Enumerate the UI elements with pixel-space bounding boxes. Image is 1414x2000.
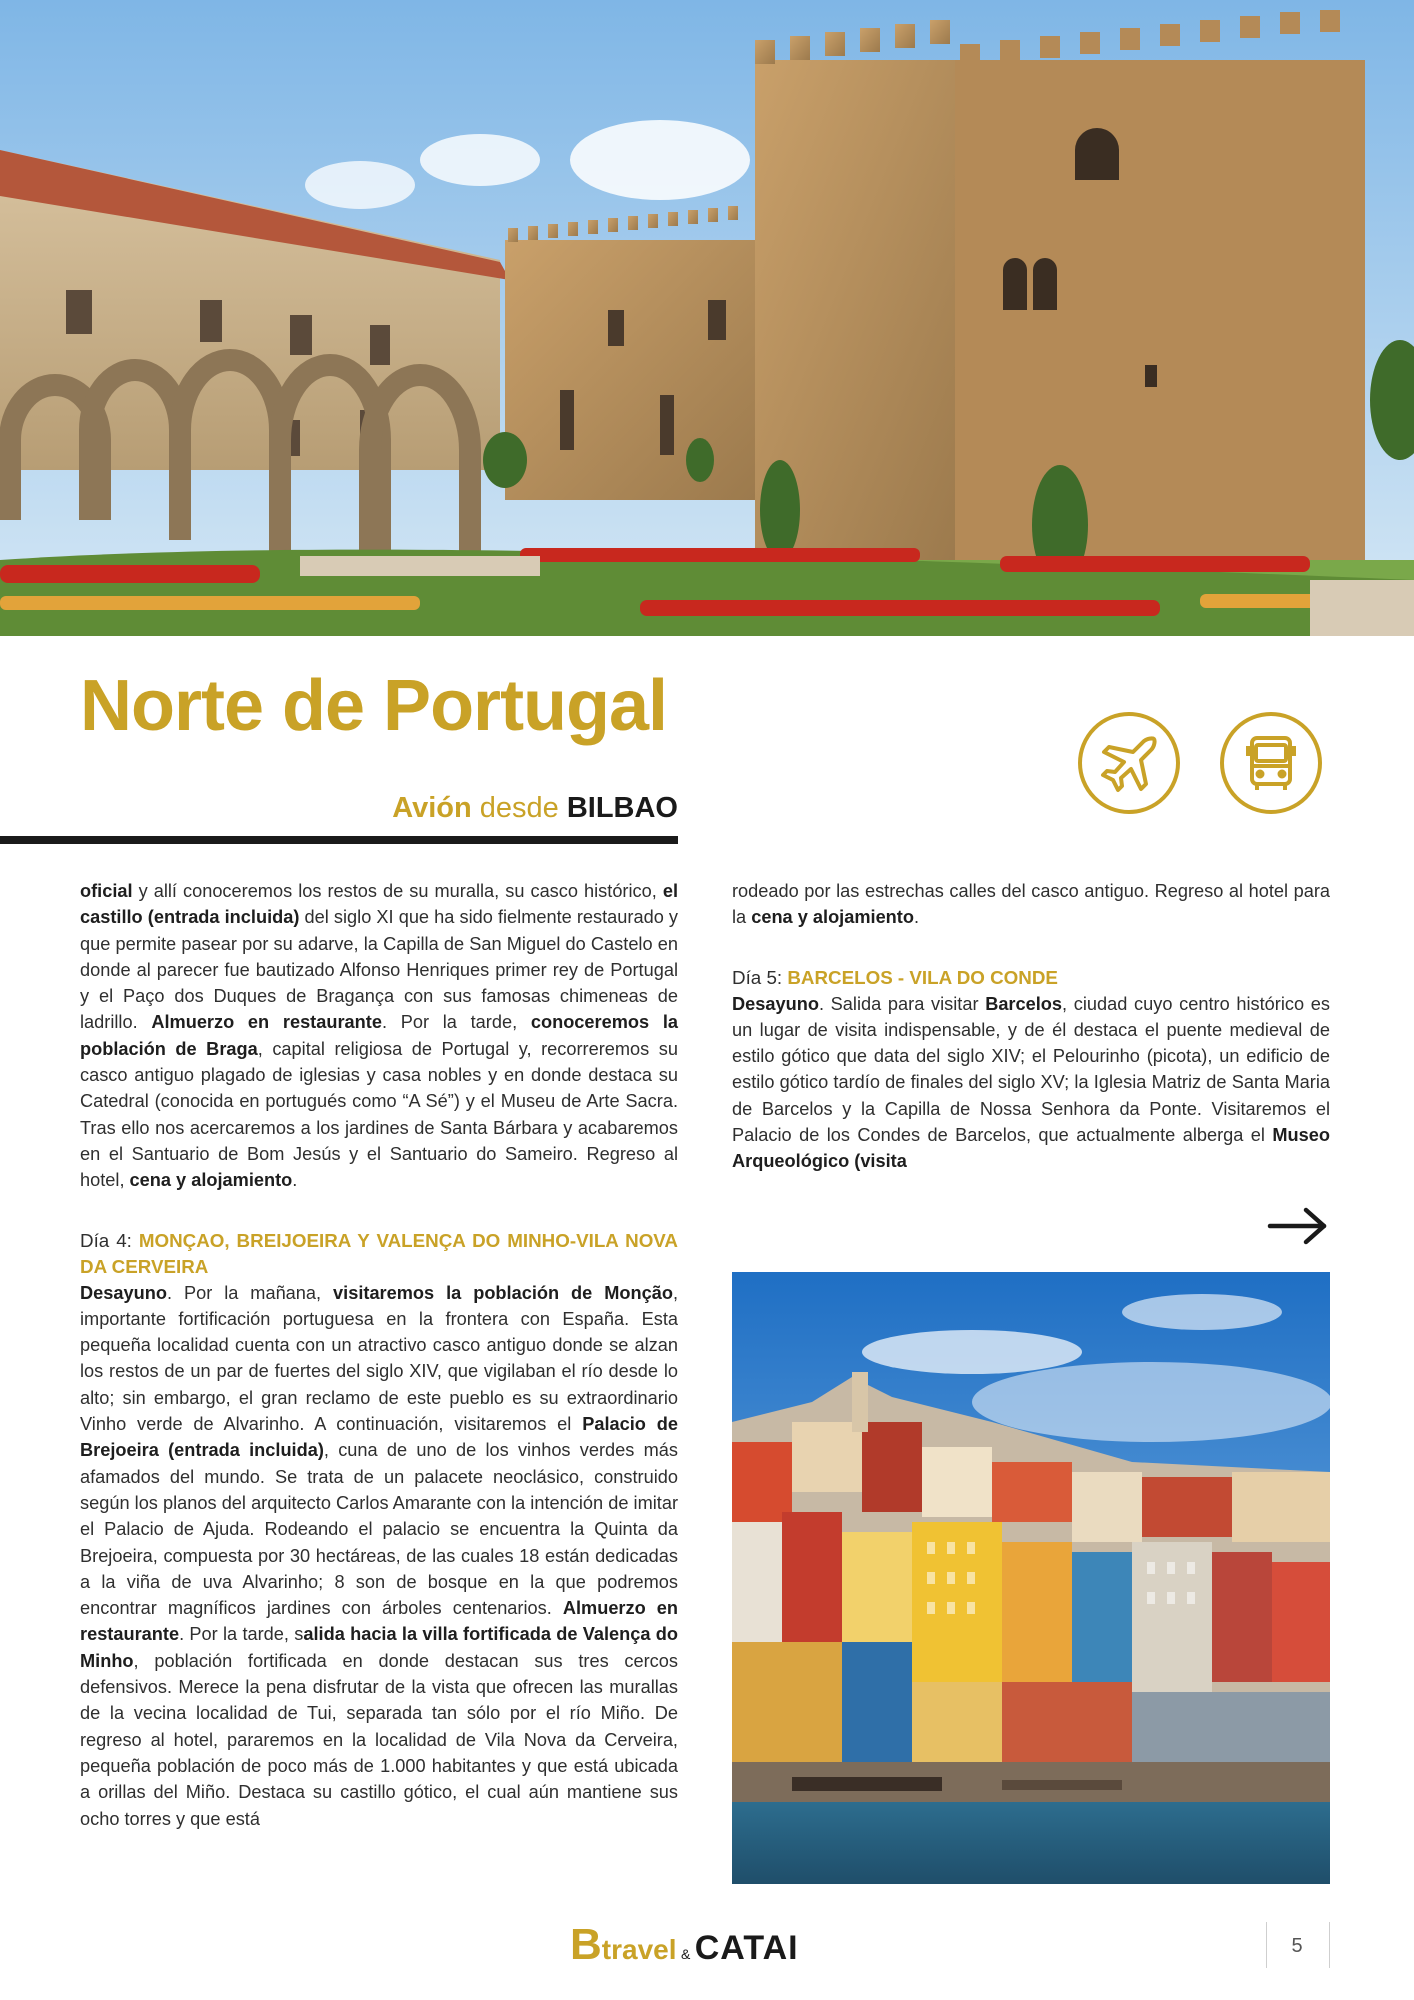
day5-label: Día 5:: [732, 966, 788, 988]
highlight-text: Palacio de Brejoeira (entrada incluida): [80, 1414, 678, 1461]
highlight-text: cena y alojamiento: [751, 907, 914, 928]
itinerary-paragraph-day5: [732, 991, 1330, 1175]
day4-heading: [80, 1228, 678, 1280]
logo-travel: travel: [601, 1934, 677, 1965]
bus-icon: [1220, 712, 1322, 814]
body-text: . Por la mañana,: [166, 1282, 334, 1303]
day4-title: MONÇAO, BREIJOEIRA Y VALENÇA DO MINHO-VILA NOVA DA CERVEIRA: [80, 1229, 678, 1277]
body-text: y allí conoceremos los restos de su muralla, su casco histórico,: [132, 881, 663, 901]
itinerary-paragraph-day4-cont: [732, 878, 1330, 931]
body-text: . Salida para visitar: [818, 993, 986, 1014]
page-number: 5: [1291, 1935, 1303, 1957]
highlight-text: Almuerzo en restaurante: [151, 1012, 382, 1033]
right-column: [732, 878, 1330, 1175]
from-word: desde: [479, 792, 559, 824]
btravel-catai-logo: [570, 1920, 799, 1970]
next-page-arrow-icon[interactable]: [1266, 1206, 1330, 1251]
itinerary-paragraph-day4: [80, 1280, 678, 1832]
porto-ribeira-photo: [732, 1272, 1330, 1884]
body-text: del siglo XI que ha sido fielmente restaurado y que permite pasear por su adarve, la Capilla de San Miguel do Castelo en donde al parecer fue bautizado Alfonso Henriques primer rey de Portugal y el Paço dos Duques de Bragança con sus famosas chimeneas de ladrillo.: [80, 907, 679, 1033]
body-text: , capital religiosa de Portugal y, recorreremos su casco antiguo plagado de iglesias y casa nobles y en donde destaca su Catedral (conocida en portugués como “A Sé”) y el Museu de Arte Sacra. Tras ello nos acercaremos a los jardines de Santa Bárbara y acabaremos en el Santuario de Bom Jesús y el Santuario do Sameiro. Regreso al hotel,: [80, 1038, 678, 1191]
travel-subtitle: [80, 792, 678, 825]
body-text: rodeado por las estrechas calles del casco antiguo. Regreso al hotel para la: [732, 881, 1330, 928]
highlight-text: cena y alojamiento: [129, 1170, 293, 1191]
highlight-text: el castillo (entrada incluida): [80, 881, 678, 928]
highlight-text: Desayuno: [80, 1282, 167, 1303]
itinerary-paragraph-day3-cont: [80, 878, 678, 1194]
body-text: .: [913, 907, 920, 928]
logo-catai: CATAI: [694, 1929, 799, 1967]
body-text: . Por la tarde, s: [179, 1624, 304, 1645]
departure-city: BILBAO: [566, 792, 678, 824]
title-rule: [0, 836, 678, 844]
highlight-text: alida hacia la villa fortificada de Valença do Minho: [80, 1624, 679, 1671]
page-title: Norte de Portugal: [80, 666, 668, 746]
body-text: , importante fortificación portuguesa en la frontera con España. Esta pequeña localidad cuenta con un atractivo casco antiguo donde se alzan los restos de un par de fuertes del siglo XIV, que vigilaban el río desde lo alto; sin embargo, el gran reclamo de este pueblo es su extraordinario Vinho verde de Alvarinho. A continuación, visitaremos el: [80, 1282, 678, 1435]
highlight-text: Museo Arqueológico (visita: [732, 1125, 1330, 1172]
airplane-icon: [1078, 712, 1180, 814]
body-text: , ciudad cuyo centro histórico es un lugar de visita indispensable, y de él destaca el puente medieval de estilo gótico que data del siglo XIV; el Pelourinho (picota), un edificio de estilo gótico tardío de finales del siglo XV; la Iglesia Matriz de Santa Maria de Barcelos y la Capilla de Nossa Senhora da Ponte. Visitaremos el Palacio de los Condes de Barcelos, que actualmente alberga el: [732, 993, 1331, 1146]
body-text: .: [292, 1170, 298, 1191]
highlight-text: conoceremos la población de Braga: [80, 1012, 679, 1059]
transport-mode: Avión: [392, 792, 472, 824]
body-text: . Por la tarde,: [381, 1012, 531, 1033]
highlight-text: visitaremos la población de Monção: [333, 1282, 673, 1303]
day5-title: BARCELOS - VILA DO CONDE: [787, 966, 1058, 988]
body-text: , población fortificada en donde destacan sus tres cercos defensivos. Merece la pena disfrutar de la vista que ofrecen las murallas de la vecina localidad de Tui, separada tan sólo por el río Miño. De regreso al hotel, pararemos en la localidad de Vila Nova da Cerveira, pequeña población de poco más de 1.000 habitantes y que está ubicada a orillas del Miño. Destaca su castillo gótico, el cual aún mantiene sus ocho torres y que está: [80, 1650, 678, 1829]
highlight-text: Desayuno: [732, 993, 819, 1014]
highlight-text: Barcelos: [985, 993, 1063, 1014]
logo-b: B: [570, 1920, 602, 1969]
hero-photo-braga-castle: [0, 0, 1414, 636]
day4-label: Día 4:: [80, 1229, 139, 1251]
day5-heading: [732, 965, 1330, 991]
logo-ampersand: &: [680, 1946, 691, 1962]
body-text: , cuna de uno de los vinhos verdes más afamados del mundo. Se trata de un palacete neoclásico, construido según los planos del arquitecto Carlos Amarante con la intención de imitar el Palacio de Ajuda. Rodeando el palacio se encuentra la Quinta da Brejoeira, compuesta por 30 hectáreas, de las cuales 18 están dedicadas a la viña de uva Alvarinho; 8 son de bosque en la que podremos encontrar magníficos jardines con árboles centenarios.: [80, 1440, 678, 1619]
highlight-text: Almuerzo en restaurante: [80, 1598, 678, 1645]
highlight-text: oficial: [80, 881, 133, 901]
left-column: [80, 878, 678, 1832]
